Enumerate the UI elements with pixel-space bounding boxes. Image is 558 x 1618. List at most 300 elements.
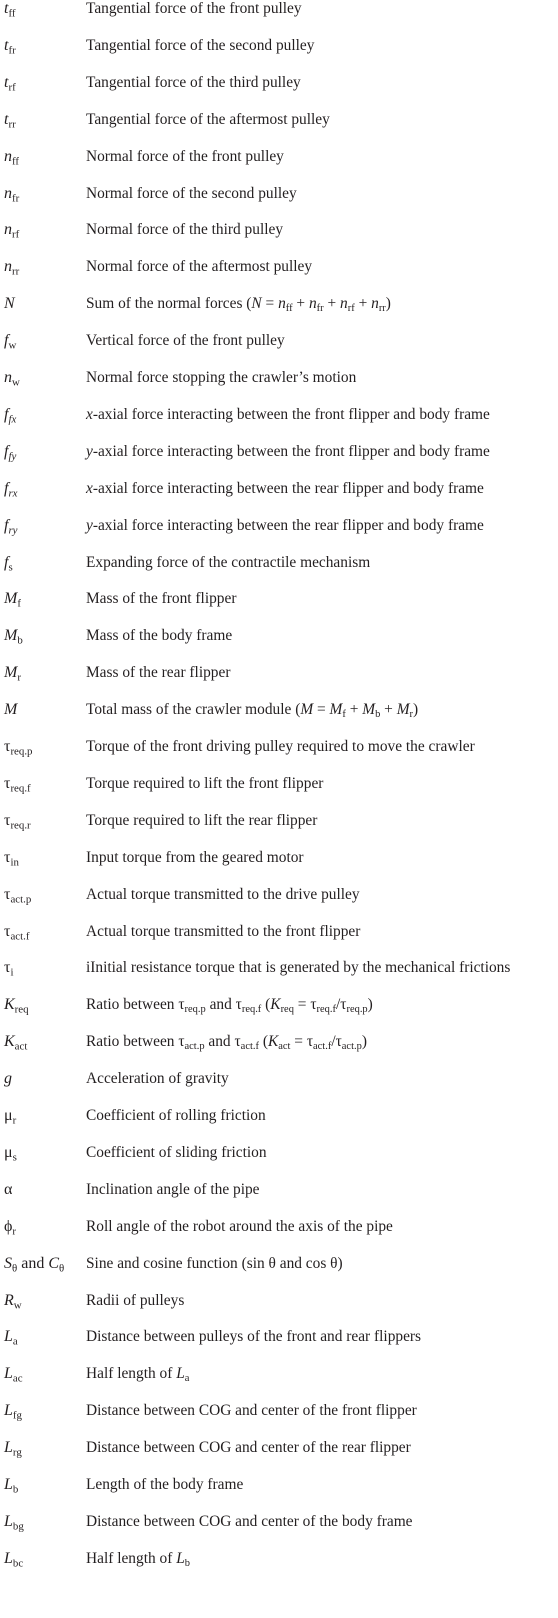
symbol — [4, 1476, 18, 1494]
symbol — [4, 480, 18, 498]
description — [86, 1439, 411, 1457]
nomenclature-row — [0, 1033, 558, 1070]
description — [86, 1070, 229, 1088]
subscript: f — [342, 709, 346, 721]
nomenclature-row — [0, 369, 558, 406]
subscript: ry — [8, 523, 18, 536]
symbol — [4, 1033, 27, 1051]
nomenclature-row — [0, 111, 558, 148]
text-run: Torque required to lift the rear flipper — [86, 811, 318, 829]
text-run: Mass of the front flipper — [86, 590, 237, 608]
text-run: n — [4, 369, 12, 386]
description — [86, 111, 330, 129]
subscript: bg — [12, 1520, 24, 1533]
description — [86, 1144, 267, 1162]
symbol — [4, 517, 18, 535]
symbol — [4, 1328, 18, 1346]
text-run: τ — [4, 959, 11, 977]
nomenclature-row — [0, 1365, 558, 1402]
nomenclature-row — [0, 148, 558, 185]
symbol — [4, 812, 31, 830]
text-run: n — [4, 147, 12, 165]
text-run: M — [4, 627, 18, 645]
nomenclature-row — [0, 664, 558, 701]
description — [86, 812, 317, 830]
subscript: act.p — [184, 1041, 205, 1053]
nomenclature-row — [0, 701, 558, 738]
text-run: L — [4, 1476, 13, 1493]
text-run: Roll angle of the robot around the axis of the pipe — [86, 1217, 393, 1235]
text-run: f — [4, 479, 9, 497]
text-run: Inclination angle of the pipe — [86, 1180, 260, 1198]
subscript: in — [10, 855, 19, 868]
description — [86, 1255, 343, 1273]
subscript: rr — [12, 265, 20, 278]
text-run: Torque required to lift the front flipper — [86, 774, 324, 792]
nomenclature-row — [0, 775, 558, 812]
text-run: K — [4, 996, 15, 1014]
text-run: -axial force interacting between the rear flipper and body frame — [92, 516, 484, 534]
subscript: w — [13, 1298, 22, 1311]
subscript: f — [17, 597, 21, 610]
text-run: M — [362, 701, 376, 719]
subscript: a — [12, 1335, 18, 1348]
nomenclature-row — [0, 849, 558, 886]
subscript: rr — [378, 303, 386, 315]
text-run: g — [4, 1070, 12, 1088]
text-run: /τ — [335, 996, 347, 1014]
text-run: M — [4, 590, 18, 608]
nomenclature-row — [0, 37, 558, 74]
text-run: L — [176, 1549, 185, 1567]
symbol — [4, 1181, 12, 1199]
text-run: and τ — [205, 996, 242, 1014]
text-run: Tangential force of the aftermost pulley — [86, 110, 330, 128]
symbol — [4, 1365, 23, 1383]
text-run: Ratio between τ — [86, 996, 185, 1014]
subscript: req.r — [10, 819, 31, 832]
description — [86, 1328, 421, 1346]
text-run: -axial force interacting between the rear flipper and body frame — [92, 479, 484, 497]
text-run: n — [4, 221, 12, 239]
symbol — [4, 258, 19, 276]
text-run: Torque of the front driving pulley required to move the crawler — [86, 738, 475, 755]
text-run: Acceleration of gravity — [86, 1070, 229, 1088]
description — [86, 332, 285, 350]
text-run: τ — [4, 848, 11, 866]
text-run: -axial force interacting between the front flipper and body frame — [92, 442, 490, 460]
subscript: ff — [8, 7, 16, 20]
text-run: Tangential force of the second pulley — [86, 36, 315, 54]
nomenclature-row — [0, 406, 558, 443]
text-run: n — [340, 295, 348, 313]
text-run: t — [4, 36, 9, 54]
nomenclature-row — [0, 332, 558, 369]
nomenclature-row — [0, 185, 558, 222]
subscript: req.p — [184, 1004, 206, 1016]
description — [86, 0, 302, 18]
description — [86, 1181, 260, 1199]
text-run: τ — [4, 774, 11, 792]
text-run: Vertical force of the front pulley — [86, 332, 285, 350]
description — [86, 443, 490, 461]
symbol — [4, 295, 15, 313]
description — [86, 221, 283, 239]
text-run: Coefficient of sliding friction — [86, 1143, 267, 1161]
description — [86, 406, 490, 424]
text-run: Mass of the rear flipper — [86, 664, 231, 682]
subscript: θ — [59, 1261, 65, 1274]
text-run: τ — [4, 922, 11, 940]
nomenclature-row — [0, 1476, 558, 1513]
description — [86, 1292, 184, 1310]
nomenclature-row — [0, 1513, 558, 1550]
symbol — [4, 1550, 23, 1568]
subscript: rf — [8, 81, 16, 94]
text-run: Input torque from the geared motor — [86, 848, 304, 866]
symbol — [4, 554, 13, 572]
text-run: Tangential force of the front pulley — [86, 0, 302, 17]
subscript: req.f — [10, 782, 31, 795]
subscript: fr — [12, 191, 20, 204]
subscript: bc — [12, 1557, 24, 1570]
text-run: μ — [4, 1143, 13, 1161]
symbol — [4, 1513, 24, 1531]
text-run: Normal force of the front pulley — [86, 147, 284, 165]
description — [86, 1033, 367, 1051]
description — [86, 74, 301, 92]
subscript: b — [184, 1557, 190, 1569]
symbol — [4, 1218, 16, 1236]
description — [86, 1402, 417, 1420]
subscript: fr — [316, 303, 324, 315]
text-run: K — [4, 1033, 15, 1051]
text-run: Distance between COG and center of the body frame — [86, 1512, 413, 1530]
text-run: M — [396, 701, 410, 719]
symbol — [4, 701, 17, 719]
nomenclature-row — [0, 1402, 558, 1439]
description — [86, 923, 360, 941]
subscript: i — [10, 966, 14, 979]
text-run: and τ — [204, 1033, 241, 1051]
nomenclature-row — [0, 996, 558, 1033]
subscript: req.f — [241, 1004, 262, 1016]
text-run: Expanding force of the contractile mechanism — [86, 553, 371, 571]
text-run: L — [4, 1402, 13, 1420]
symbol — [4, 148, 19, 166]
description — [86, 701, 418, 719]
nomenclature-row — [0, 1550, 558, 1587]
symbol — [4, 738, 32, 756]
nomenclature-row — [0, 0, 558, 37]
subscript: s — [8, 560, 13, 573]
text-run: ) — [413, 701, 419, 719]
symbol — [4, 74, 16, 92]
text-run: f — [4, 553, 9, 571]
nomenclature-row — [0, 1328, 558, 1365]
description — [86, 37, 314, 55]
text-run: Actual torque transmitted to the drive pulley — [86, 885, 360, 903]
text-run: = τ — [293, 996, 317, 1014]
symbol — [4, 443, 16, 461]
subscript: w — [12, 376, 20, 389]
nomenclature-row — [0, 258, 558, 295]
text-run: α — [4, 1180, 13, 1198]
text-run: t — [4, 110, 9, 128]
subscript: rf — [12, 228, 20, 241]
text-run: τ — [4, 811, 11, 829]
text-run: Sum of the normal forces ( — [86, 295, 252, 313]
text-run: M — [300, 701, 314, 719]
subscript: rx — [8, 486, 18, 499]
nomenclature-row — [0, 886, 558, 923]
text-run: = — [261, 295, 279, 313]
text-run: iInitial resistance torque that is generated by the mechanical frictions — [86, 959, 511, 977]
nomenclature-row — [0, 1070, 558, 1107]
text-run: ( — [258, 1033, 268, 1051]
nomenclature-row — [0, 554, 558, 591]
symbol — [4, 1144, 17, 1162]
subscript: fg — [12, 1409, 22, 1422]
description — [86, 738, 475, 756]
text-run: L — [4, 1512, 13, 1530]
text-run: Radii of pulleys — [86, 1291, 185, 1309]
nomenclature-row — [0, 295, 558, 332]
text-run: ) — [385, 295, 391, 313]
nomenclature-row — [0, 923, 558, 960]
description — [86, 258, 312, 276]
text-run: + — [323, 295, 341, 313]
symbol — [4, 406, 16, 424]
subscript: b — [17, 634, 23, 647]
symbol — [4, 775, 31, 793]
text-run: Normal force stopping the crawler’s motion — [86, 369, 357, 386]
subscript: req.p — [10, 745, 33, 758]
subscript: act.p — [341, 1041, 362, 1053]
text-run: L — [4, 1365, 13, 1383]
description — [86, 554, 370, 572]
text-run: + — [380, 701, 397, 719]
description — [86, 996, 373, 1014]
text-run: + — [354, 295, 372, 313]
text-run: Distance between pulleys of the front and rear flippers — [86, 1328, 422, 1346]
nomenclature-row — [0, 1439, 558, 1476]
text-run: n — [4, 258, 12, 276]
nomenclature-row — [0, 1181, 558, 1218]
text-run: Normal force of the aftermost pulley — [86, 258, 313, 276]
text-run: x — [86, 405, 93, 423]
text-run: L — [4, 1549, 13, 1567]
symbol — [4, 923, 29, 941]
subscript: fx — [8, 413, 17, 426]
text-run: Tangential force of the third pulley — [86, 73, 301, 91]
symbol — [4, 1402, 22, 1420]
symbol — [4, 849, 19, 867]
symbol — [4, 185, 19, 203]
symbol — [4, 590, 21, 608]
text-run: ) — [361, 1033, 367, 1051]
text-run: = τ — [290, 1033, 313, 1051]
text-run: N — [4, 295, 15, 313]
text-run: n — [308, 295, 317, 313]
description — [86, 959, 510, 977]
nomenclature-row — [0, 1218, 558, 1255]
text-run: L — [4, 1328, 13, 1346]
symbol — [4, 1292, 22, 1310]
symbol — [4, 959, 13, 977]
text-run: Actual torque transmitted to the front flipper — [86, 922, 361, 940]
description — [86, 148, 284, 166]
subscript: w — [8, 339, 17, 352]
text-run: Length of the body frame — [86, 1476, 244, 1493]
text-run: M — [4, 664, 18, 682]
nomenclature-row — [0, 1144, 558, 1181]
subscript: act.f — [313, 1041, 332, 1053]
subscript: act.p — [10, 892, 32, 905]
description — [86, 1365, 189, 1383]
text-run: Distance between COG and center of the front flipper — [86, 1402, 417, 1420]
text-run: L — [176, 1365, 185, 1383]
subscript: r — [409, 709, 414, 721]
text-run: f — [4, 332, 9, 350]
symbol — [4, 111, 16, 129]
text-run: + — [292, 295, 309, 313]
symbol — [4, 627, 23, 645]
subscript: req.p — [346, 1004, 368, 1016]
text-run: S — [4, 1254, 12, 1272]
symbol — [4, 996, 29, 1014]
text-run: y — [86, 442, 93, 460]
nomenclature-row — [0, 517, 558, 554]
subscript: ff — [285, 303, 293, 315]
subscript: a — [184, 1373, 190, 1385]
description — [86, 1476, 243, 1494]
nomenclature-row — [0, 627, 558, 664]
text-run: Half length of — [86, 1549, 177, 1567]
text-run: Coefficient of rolling friction — [86, 1107, 266, 1124]
text-run: f — [4, 405, 9, 423]
text-run: n — [371, 295, 379, 313]
text-run: L — [4, 1439, 13, 1457]
subscript: rr — [8, 117, 16, 130]
description — [86, 1513, 413, 1531]
text-run: C — [48, 1254, 59, 1272]
text-run: Ratio between τ — [86, 1033, 185, 1051]
description — [86, 627, 232, 645]
subscript: ac — [12, 1372, 23, 1385]
nomenclature-row — [0, 1292, 558, 1329]
text-run: Normal force of the third pulley — [86, 221, 284, 239]
nomenclature-row — [0, 812, 558, 849]
text-run: and — [17, 1254, 49, 1272]
text-run: τ — [4, 738, 11, 755]
text-run: Half length of — [86, 1365, 177, 1383]
symbol — [4, 332, 16, 350]
subscript: b — [12, 1483, 19, 1496]
symbol — [4, 37, 16, 55]
subscript: θ — [12, 1261, 18, 1274]
description — [86, 480, 484, 498]
description — [86, 849, 304, 867]
description — [86, 590, 236, 608]
nomenclature-row — [0, 590, 558, 627]
nomenclature-row — [0, 480, 558, 517]
nomenclature-row — [0, 1255, 558, 1292]
symbol — [4, 1107, 16, 1125]
subscript: r — [17, 671, 21, 684]
text-run: Distance between COG and center of the rear flipper — [86, 1439, 411, 1457]
subscript: fr — [8, 44, 16, 57]
symbol — [4, 0, 16, 18]
description — [86, 185, 297, 203]
text-run: Mass of the body frame — [86, 627, 233, 645]
description — [86, 775, 323, 793]
subscript: req — [280, 1004, 294, 1016]
description — [86, 369, 356, 387]
text-run: Normal force of the second pulley — [86, 184, 297, 202]
text-run: = — [313, 701, 330, 719]
subscript: act — [278, 1041, 291, 1053]
text-run: R — [4, 1291, 14, 1309]
text-run: f — [4, 442, 9, 460]
subscript: act — [14, 1040, 28, 1053]
symbol — [4, 664, 21, 682]
symbol — [4, 886, 31, 904]
description — [86, 517, 484, 535]
subscript: s — [12, 1151, 17, 1164]
description — [86, 1218, 393, 1236]
text-run: x — [86, 479, 93, 497]
text-run: N — [251, 295, 262, 313]
subscript: rf — [347, 303, 355, 315]
subscript: ff — [12, 154, 20, 167]
description — [86, 1107, 266, 1125]
description — [86, 664, 230, 682]
symbol — [4, 1070, 12, 1088]
text-run: n — [4, 184, 12, 202]
text-run: Sine and cosine function (sin θ and cos θ) — [86, 1254, 343, 1272]
text-run: t — [4, 73, 9, 91]
symbol — [4, 221, 19, 239]
subscript: req — [14, 1003, 29, 1016]
text-run: K — [267, 1033, 279, 1051]
symbol — [4, 369, 20, 387]
symbol — [4, 1439, 22, 1457]
description — [86, 295, 391, 313]
subscript: r — [12, 1224, 17, 1237]
nomenclature-row — [0, 74, 558, 111]
text-run: ϕ — [4, 1217, 13, 1235]
description — [86, 1550, 190, 1568]
text-run: y — [86, 516, 93, 534]
text-run: + — [345, 701, 363, 719]
text-run: ( — [261, 996, 271, 1014]
nomenclature-row — [0, 221, 558, 258]
text-run: μ — [4, 1107, 13, 1124]
nomenclature-row — [0, 738, 558, 775]
nomenclature-row — [0, 443, 558, 480]
text-run: t — [4, 0, 9, 17]
text-run: -axial force interacting between the front flipper and body frame — [92, 405, 490, 423]
subscript: rg — [12, 1446, 22, 1459]
text-run: M — [4, 701, 18, 719]
subscript: fy — [8, 450, 17, 463]
text-run: n — [278, 295, 286, 313]
subscript: b — [375, 709, 381, 721]
description — [86, 886, 360, 904]
text-run: ) — [367, 996, 373, 1014]
text-run: f — [4, 516, 9, 534]
